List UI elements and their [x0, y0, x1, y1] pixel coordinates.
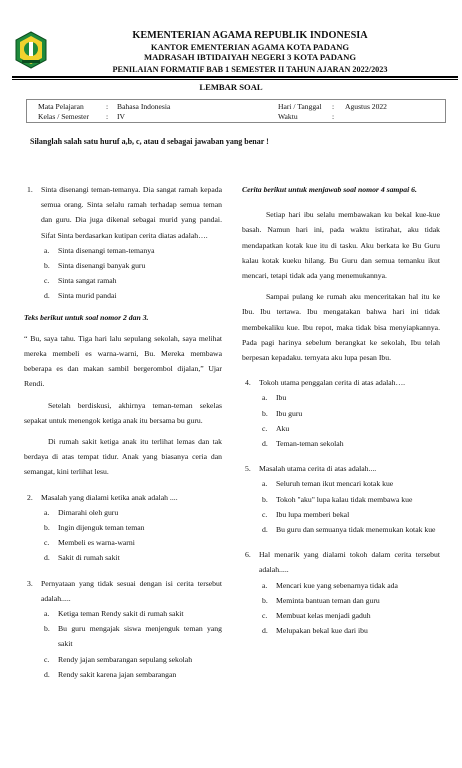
question-number: 6.	[245, 550, 251, 560]
question-4-options	[259, 390, 440, 451]
instruction: Silanglah salah satu huruf a,b, c, atau d sebagai jawaban yang benar !	[30, 137, 269, 146]
date-label: Hari / Tanggal	[278, 102, 322, 111]
option-c[interactable]: c. Ibu lupa memberi bekal	[262, 509, 350, 519]
passage-1-heading: Teks berikut untuk soal nomor 2 dan 3.	[24, 312, 149, 322]
question-number: 2.	[27, 492, 33, 502]
option-a[interactable]: a. Seluruh teman ikut mencari kotak kue	[262, 479, 394, 489]
option-b[interactable]: b. Sinta disenangi banyak guru	[44, 261, 146, 271]
subject-sep: :	[106, 102, 109, 111]
passage-1-paragraph-1: “ Bu, saya tahu. Tiga hari lalu sepulang sekolah, saya melihat mereka membeli es warna-warni, Bu. Mereka membawa beberapa es dan makan sambil bergerombol dijalan,” Ujar Rendi.	[24, 333, 222, 389]
question-2	[24, 490, 222, 505]
option-c[interactable]: c. Rendy jajan sembarangan sepulang sekolah	[44, 654, 193, 664]
option-c[interactable]: c. Membeli es warna-warni	[44, 538, 135, 548]
passage-2-heading: Cerita berikut untuk menjawab soal nomor 4 sampai 6.	[242, 185, 417, 194]
left-column	[24, 182, 222, 682]
option-d[interactable]: d. Sakit di rumah sakit	[44, 553, 120, 563]
question-text: Sinta disenangi teman-temanya. Dia sangat ramah kepada semua orang. Sinta selalu ramah terhadap semua teman dan guru. Dia juga dikenal sebagai murid yang pandai. Sifat Sinta berdasarkan kutipan cerita diatas adalah….	[41, 185, 222, 240]
question-text: Hal menarik yang dialami tokoh dalam cerita tersebut adalah.....	[259, 550, 440, 575]
option-d[interactable]: d. Teman-teman sekolah	[262, 439, 344, 449]
question-text: Masalah yang dialami ketika anak adalah ....	[41, 492, 178, 502]
passage-2-paragraph-2: Sampai pulang ke rumah aku menceritakan hal itu ke Ibu. Ibu tertawa. Ibu mengatakan bahwa hari ini tidak membekaliku kue. Ibu repot, maka tidak bisa menyiapkannya. Pada pagi harinya sebelum berangkat ke sekolah, Ibu telah berpesan kepadaku. ternyata aku lupa pesan Ibu.	[242, 292, 440, 363]
time-label: Waktu	[278, 112, 298, 121]
question-number: 1.	[27, 185, 33, 194]
question-3	[24, 576, 222, 606]
option-b[interactable]: b. Ingin dijenguk teman teman	[44, 523, 145, 533]
option-d[interactable]: d. Melupakan bekal kue dari ibu	[262, 626, 368, 636]
question-number: 5.	[245, 464, 251, 474]
class-value: IV	[117, 112, 126, 121]
class-label: Kelas / Semester	[38, 112, 90, 121]
letterhead	[0, 0, 462, 76]
date-value: Agustus 2022	[345, 102, 387, 111]
question-text: Tokoh utama penggalan cerita di atas adalah….	[259, 378, 406, 388]
exam-info-box	[26, 99, 446, 123]
subject-value: Bahasa Indonesia	[117, 102, 171, 111]
question-number: 3.	[27, 578, 33, 588]
question-6-options	[259, 578, 440, 639]
option-a[interactable]: a. Sinta disenangi teman-temanya	[44, 245, 155, 255]
question-4	[242, 375, 440, 390]
sheet-title: LEMBAR SOAL	[199, 82, 263, 92]
option-d[interactable]: d. Sinta murid pandai	[44, 291, 117, 301]
question-1-options	[41, 243, 222, 304]
option-c[interactable]: c. Sinta sangat ramah	[44, 276, 117, 286]
right-column	[242, 182, 440, 638]
option-d[interactable]: d. Bu guru dan semuanya tidak menemukan kotak kue	[262, 525, 436, 535]
option-a[interactable]: a. Ibu	[262, 393, 287, 403]
question-number: 4.	[245, 378, 251, 388]
option-c[interactable]: c. Aku	[262, 423, 290, 433]
passage-2-paragraph-1: Setiap hari ibu selalu membawakan ku bekal kue-kue basah. Namun hari ini, pada waktu istirahat, aku tidak mendapatkan kotak kue itu di tasku. Aku berkata ke Bu Guru kalau kotak kueku hilang. Bu Guru dan semua temanku ikut mencari, tetapi tidak ada yang menemukannya.	[242, 210, 440, 281]
question-2-options	[41, 505, 222, 566]
option-b[interactable]: b. Ibu guru	[262, 408, 303, 418]
question-text: Masalah utama cerita di atas adalah....	[259, 464, 377, 474]
passage-1-paragraph-3: Di rumah sakit ketiga anak itu terlihat lemas dan tak berdaya di atas tempat tidur. Anak yang biasanya ceria dan semangat, kini terlihat lesu.	[24, 437, 222, 477]
date-sep: :	[332, 102, 335, 111]
office-name: KANTOR EMENTERIAN AGAMA KOTA PADANG	[150, 42, 350, 52]
option-b[interactable]: b. Bu guru mengajak siswa menjenguk teman yang sakit	[44, 624, 222, 649]
exam-title: PENILAIAN FORMATIF BAB 1 SEMESTER II TAHUN AJARAN 2022/2023	[112, 65, 388, 74]
option-c[interactable]: c. Membuat kelas menjadi gaduh	[262, 611, 371, 621]
option-b[interactable]: b. Tokoh "aku" lupa kalau tidak membawa kue	[262, 494, 413, 504]
class-sep: :	[106, 112, 109, 121]
school-name: MADRASAH IBTIDAIYAH NEGERI 3 KOTA PADANG	[143, 52, 357, 62]
time-sep: :	[332, 112, 335, 121]
question-1	[24, 182, 222, 243]
option-d[interactable]: d. Rendy sakit karena jajan sembarangan	[44, 669, 177, 679]
question-6	[242, 547, 440, 577]
question-3-options	[41, 606, 222, 682]
ministry-name: KEMENTERIAN AGAMA REPUBLIK INDONESIA	[132, 30, 368, 41]
question-text: Pernyataan yang tidak sesuai dengan isi cerita tersebut adalah.....	[41, 578, 222, 603]
passage-1-paragraph-2: Setelah berdiskusi, akhirnya teman-teman sekelas sepakat untuk menengok ketiga anak itu bersama bu guru.	[24, 400, 222, 425]
question-5-options	[259, 476, 440, 537]
subject-label: Mata Pelajaran	[38, 102, 84, 111]
option-b[interactable]: b. Meminta bantuan teman dan guru	[262, 595, 380, 605]
question-5	[242, 461, 440, 476]
option-a[interactable]: a. Mencari kue yang sebenarnya tidak ada	[262, 580, 398, 590]
kemenag-logo-icon	[14, 31, 48, 69]
option-a[interactable]: a. Ketiga teman Rendy sakit di rumah sakit	[44, 609, 184, 619]
option-a[interactable]: a. Dimarahi oleh guru	[44, 507, 119, 517]
header-rule-thin	[12, 79, 458, 80]
header-rule-thick	[12, 76, 458, 78]
